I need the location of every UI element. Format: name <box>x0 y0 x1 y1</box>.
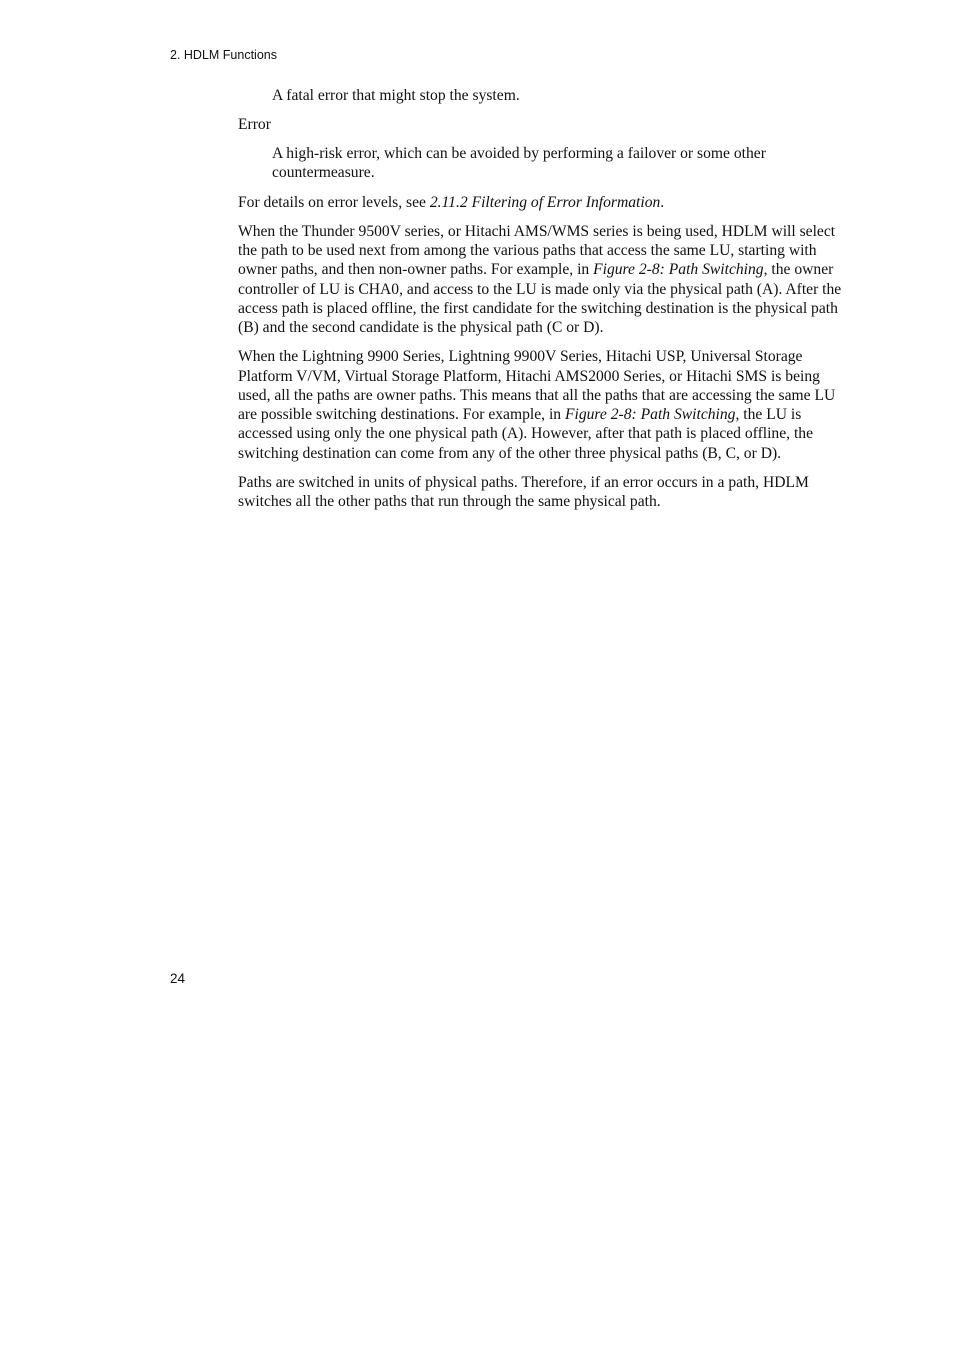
running-header: 2. HDLM Functions <box>170 48 277 62</box>
body-text <box>238 86 842 521</box>
fatal-level-description: A fatal error that might stop the system. <box>272 87 520 104</box>
page-number: 24 <box>170 971 186 986</box>
thunder-text-end: , the owner controller of LU is CHA0, and access to the LU is made only via the physical path (A). After the access path is placed offline, the first candidate for the switching destination is the physical path (B) and the second candidate is the physical path (C or D). <box>238 261 842 337</box>
filtering-section-link[interactable]: 2.11.2 Filtering of Error Information <box>429 193 661 211</box>
error-levels-reference <box>238 193 842 212</box>
thunder-series-paragraph <box>238 222 842 338</box>
lightning-text-start: When the Lightning 9900 Series, Lightning 9900V Series, Hitachi USP, Universal Storage Platform V/VM, Virtual Storage Platform, Hitachi AMS2000 Series, or Hitachi SMS is being used, all the paths are owner paths. This means that all the paths that are accessing the same LU are possible switching destinations. For example, in <box>238 348 836 424</box>
lightning-series-paragraph <box>238 347 842 463</box>
details-suffix: . <box>660 193 665 211</box>
details-prefix: For details on error levels, see <box>238 193 430 211</box>
figure-2-8-link[interactable]: Figure 2-8: Path Switching <box>593 261 764 279</box>
error-level-label: Error <box>238 116 271 134</box>
figure-2-8-link[interactable]: Figure 2-8: Path Switching <box>564 406 736 424</box>
lightning-text-end: , the LU is accessed using only the one physical path (A). However, after that path is placed offline, the switching destination can come from any of the other three physical paths (B, C, or D). <box>238 406 813 462</box>
error-level-description: A high-risk error, which can be avoided by performing a failover or some other countermeasure. <box>272 145 766 182</box>
physical-path-units-paragraph: Paths are switched in units of physical paths. Therefore, if an error occurs in a path, HDLM switches all the other paths that run through the same physical path. <box>238 473 809 511</box>
thunder-text-start: When the Thunder 9500V series, or Hitachi AMS/WMS series is being used, HDLM will select the path to be used next from among the various paths that access the same LU, starting with owner paths, and then non-owner paths. For example, in <box>238 222 836 279</box>
